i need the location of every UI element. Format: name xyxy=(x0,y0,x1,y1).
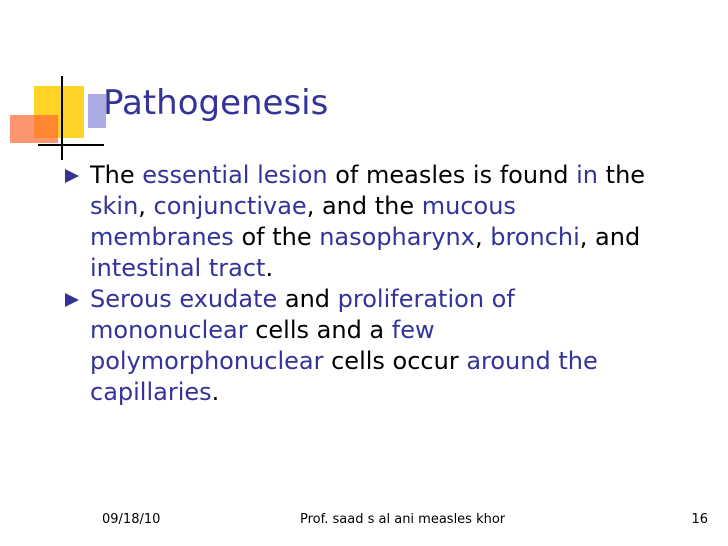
bullet-2-segment-2: and xyxy=(277,285,338,313)
bullet-2-segment-4: cells and a xyxy=(247,316,392,344)
bullet-list xyxy=(64,160,654,408)
slide-title: Pathogenesis xyxy=(103,83,329,123)
bullet-2-segment-1: Serous exudate xyxy=(90,285,278,313)
bullet-1-segment-17: . xyxy=(265,254,274,282)
footer-author: Prof. saad s al ani measles khor xyxy=(300,512,506,527)
bullet-1-segment-1: The xyxy=(90,161,143,189)
footer-date: 09/18/10 xyxy=(102,512,161,527)
bullet-1-segment-13: , xyxy=(474,223,491,251)
bullet-1-segment-10: mucous membranes xyxy=(90,192,516,251)
bullet-1-segment-2: essential lesion xyxy=(142,161,328,189)
bullet-1-segment-4: in xyxy=(576,161,599,189)
footer-page-number: 16 xyxy=(691,512,708,527)
bullet-1-segment-5: the xyxy=(598,161,646,189)
bullet-2-segment-3: proliferation of mononuclear xyxy=(90,285,515,344)
square-arrow-bullet-icon xyxy=(64,292,80,308)
bullet-1-segment-3: of measles is found xyxy=(327,161,577,189)
bullet-item-1 xyxy=(64,160,654,284)
bullet-1-segment-12: nasopharynx xyxy=(319,223,475,251)
bullet-1-segment-8: conjunctivae xyxy=(153,192,307,220)
bullet-2-segment-5: few polymorphonuclear xyxy=(90,316,435,375)
bullet-1-segment-14: bronchi xyxy=(490,223,580,251)
bullet-2-segment-8: . xyxy=(211,378,220,406)
square-arrow-bullet-icon xyxy=(64,168,80,184)
color-blocks-decoration-icon xyxy=(0,0,110,170)
bullet-1-segment-7: , xyxy=(138,192,154,220)
bullet-1-segment-15: , and xyxy=(579,223,641,251)
bullet-2-segment-7: around the capillaries xyxy=(90,347,598,406)
bullet-1-segment-6: skin xyxy=(90,192,139,220)
bullet-1-segment-11: of the xyxy=(233,223,320,251)
bullet-2-segment-6: cells occur xyxy=(323,347,467,375)
bullet-1-segment-16: intestinal tract xyxy=(90,254,266,282)
bullet-item-2 xyxy=(64,284,654,408)
bullet-1-segment-9: , and the xyxy=(306,192,422,220)
